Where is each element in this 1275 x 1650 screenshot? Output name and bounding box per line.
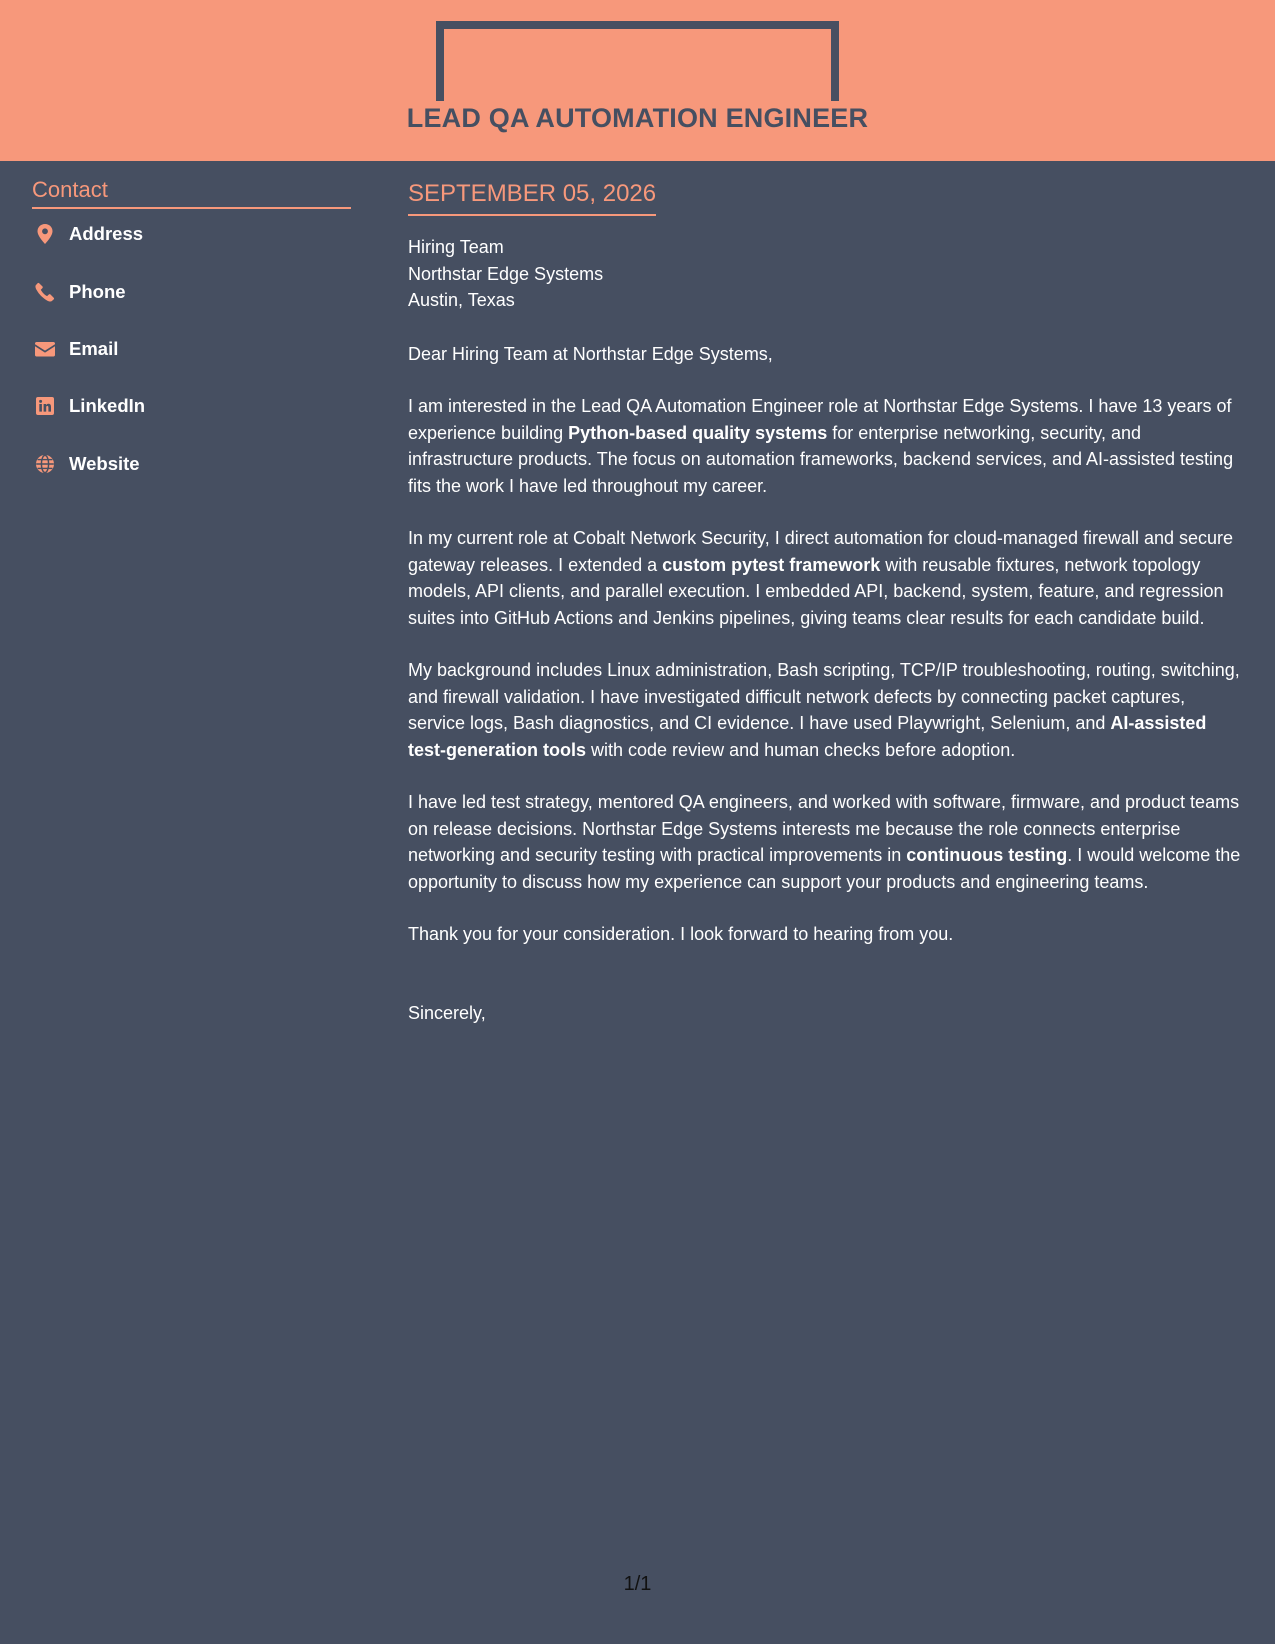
signoff: Sincerely, <box>408 1002 486 1023</box>
map-pin-icon <box>33 222 57 246</box>
contact-label-website: Website <box>69 453 140 474</box>
paragraph-text: with code review and human checks before adoption. <box>586 739 1016 760</box>
body-paragraph <box>408 393 1243 499</box>
body-paragraph <box>408 657 1243 763</box>
paragraph-text: with reusable fixtures, network topology models, API clients, and parallel execution. I embedded API, backend, system, feature, and regression suites into GitHub Actions and Jenkins pipelines, giving teams clear results for each candidate build. <box>408 554 1224 628</box>
closing-line: Thank you for your consideration. I look forward to hearing from you. <box>408 924 954 944</box>
paragraph-text: I am interested in the Lead QA Automation Engineer role at Northstar Edge Systems. I have 13 years of experience building <box>408 396 1232 443</box>
letter-date: SEPTEMBER 05, 2026 <box>408 176 656 216</box>
contact-item-address[interactable] <box>32 219 143 249</box>
recipient-line: Northstar Edge Systems <box>408 263 604 284</box>
paragraph-highlight: continuous testing <box>906 845 1068 865</box>
contact-item-phone[interactable] <box>32 277 126 307</box>
salutation: Dear Hiring Team at Northstar Edge Systems, <box>408 343 773 364</box>
recipient-line: Austin, Texas <box>408 290 515 310</box>
paragraph-text: for enterprise networking, security, and infrastructure products. The focus on automation frameworks, backend services, and AI-assisted testing fits the work I have led throughout my career. <box>408 422 1234 496</box>
paragraph-text: My background includes Linux administration, Bash scripting, TCP/IP troubleshooting, routing, switching, and firewall validation. I have investigated difficult network defects by connecting packet captures, service logs, Bash diagnostics, and CI evidence. I have used Playwright, Selenium, and <box>408 660 1240 733</box>
body-paragraph <box>408 525 1243 631</box>
recipient-block <box>408 234 1243 314</box>
paragraph-text: . I would welcome the opportunity to discuss how my experience can support your products and engineering teams. <box>408 845 1241 892</box>
contact-item-email[interactable] <box>32 334 118 364</box>
contact-label-linkedin: LinkedIn <box>69 395 146 416</box>
linkedin-icon <box>33 394 57 418</box>
paragraph-text: I have led test strategy, mentored QA engineers, and worked with software, firmware, and product teams on release decisions. Northstar Edge Systems interests me because the role connects enterprise networking and security testing with practical improvements in <box>408 792 1240 865</box>
envelope-icon <box>33 337 57 361</box>
header-banner <box>0 0 1275 161</box>
phone-icon <box>33 280 57 304</box>
contact-label-email: Email <box>69 338 119 359</box>
page-number: 1/1 <box>623 1573 652 1595</box>
contact-label-address: Address <box>69 223 144 244</box>
contact-label-phone: Phone <box>69 281 126 302</box>
body-paragraph <box>408 789 1243 895</box>
paragraph-text: In my current role at Cobalt Network Security, I direct automation for cloud-managed firewall and secure gateway releases. I extended a <box>408 528 1234 575</box>
contact-sidebar <box>32 175 351 209</box>
job-title: LEAD QA AUTOMATION ENGINEER <box>406 103 869 133</box>
paragraph-highlight: AI-assisted test-generation tools <box>408 713 1207 760</box>
title-bracket-decoration <box>436 21 839 101</box>
paragraph-highlight: custom pytest framework <box>662 554 881 575</box>
globe-icon <box>33 452 57 476</box>
recipient-line: Hiring Team <box>408 237 504 257</box>
contact-item-website[interactable] <box>32 449 140 479</box>
paragraph-highlight: Python-based quality systems <box>568 422 828 443</box>
contact-heading: Contact <box>32 175 351 209</box>
letter-body <box>408 176 1243 1026</box>
contact-item-linkedin[interactable] <box>32 391 145 421</box>
